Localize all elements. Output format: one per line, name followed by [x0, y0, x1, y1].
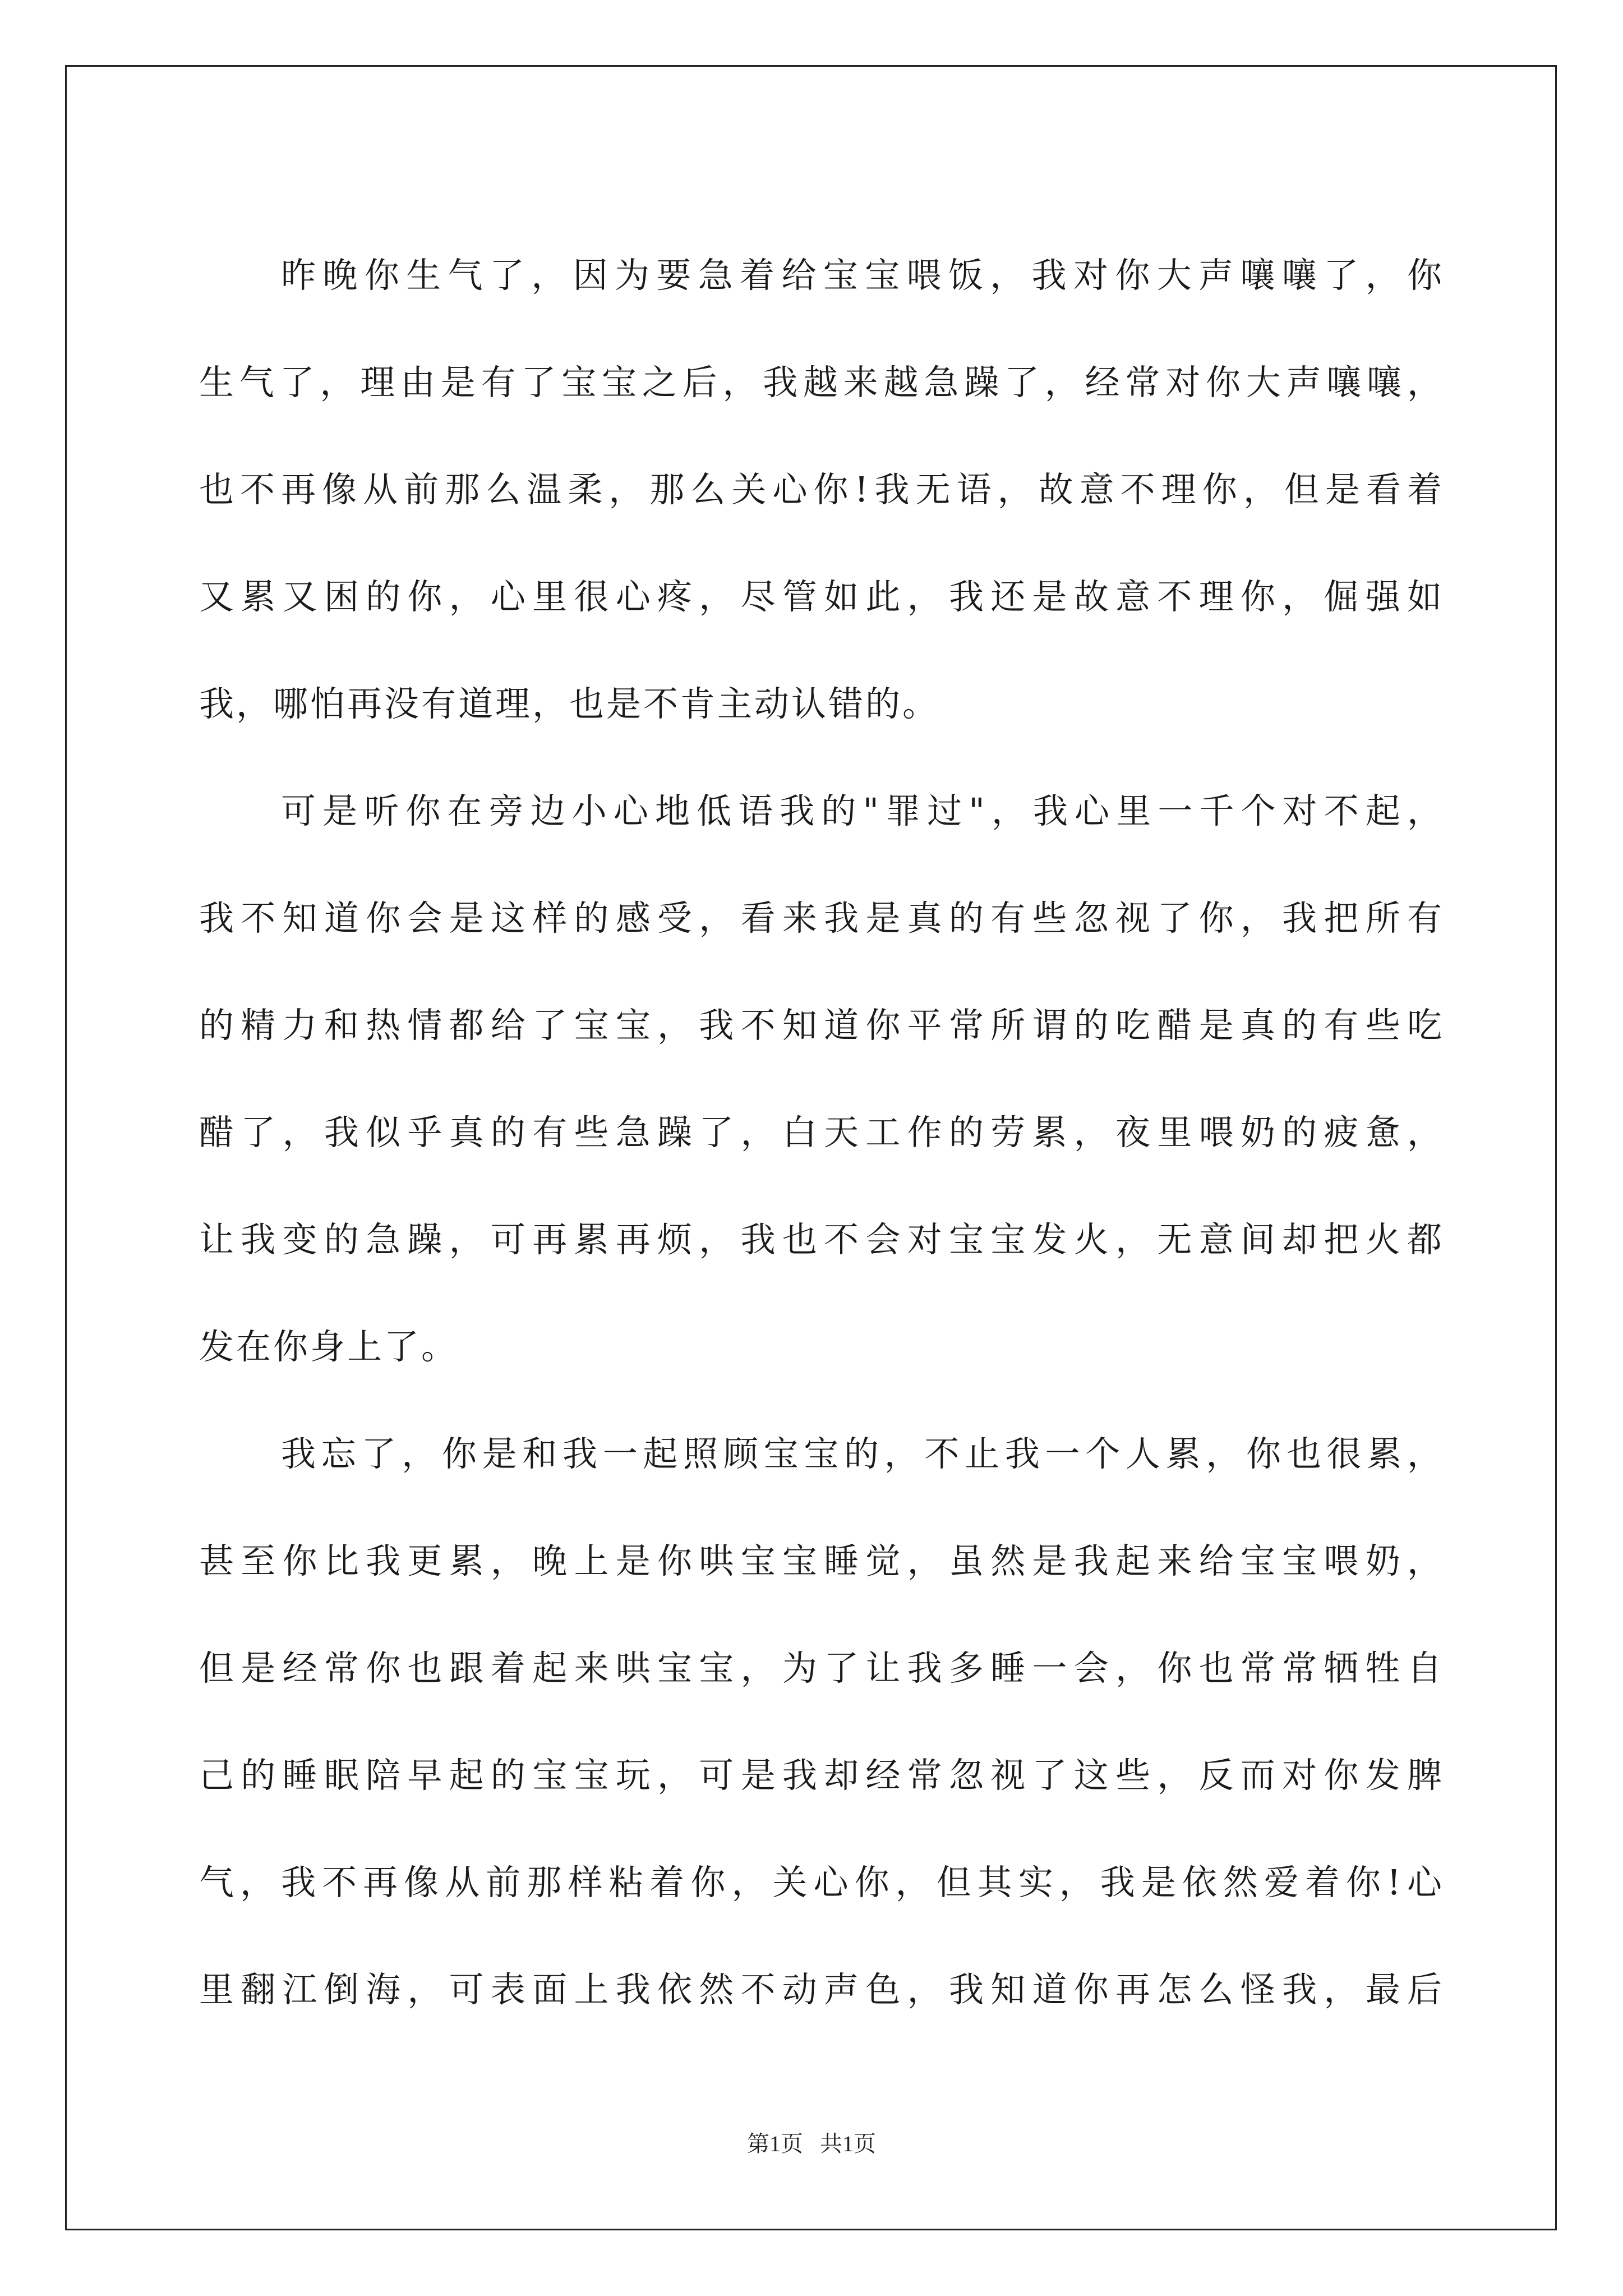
paragraph-1-line-3: 也不再像从前那么温柔，那么关心你!我无语，故意不理你，但是看着 — [199, 469, 1444, 510]
page-number-footer: 第1页 共1页 — [747, 2131, 876, 2156]
paragraph-2-line-6: 发在你身上了。 — [199, 1326, 459, 1367]
paragraph-3-line-1: 我忘了，你是和我一起照顾宝宝的，不止我一个人累，你也很累， — [281, 1433, 1444, 1474]
document-body — [199, 222, 1444, 2043]
paragraph-1-line-4: 又累又困的你，心里很心疼，尽管如此，我还是故意不理你，倔强如 — [199, 576, 1444, 617]
paragraph-3-line-3: 但是经常你也跟着起来哄宝宝，为了让我多睡一会，你也常常牺牲自 — [199, 1648, 1444, 1688]
paragraph-1-line-2: 生气了，理由是有了宝宝之后，我越来越急躁了，经常对你大声嚷嚷， — [199, 362, 1444, 403]
paragraph-1-line-5: 我，哪怕再没有道理，也是不肯主动认错的。 — [199, 683, 940, 724]
paragraph-3-line-5: 气，我不再像从前那样粘着你，关心你，但其实，我是依然爱着你!心 — [199, 1862, 1444, 1903]
paragraph-2-line-3: 的精力和热情都给了宝宝，我不知道你平常所谓的吃醋是真的有些吃 — [199, 1005, 1444, 1046]
paragraph-2-line-5: 让我变的急躁，可再累再烦，我也不会对宝宝发火，无意间却把火都 — [199, 1219, 1444, 1260]
paragraph-2-line-1: 可是听你在旁边小心地低语我的"罪过"，我心里一千个对不起， — [281, 790, 1444, 831]
paragraph-3-line-2: 甚至你比我更累，晚上是你哄宝宝睡觉，虽然是我起来给宝宝喂奶， — [199, 1540, 1444, 1581]
paragraph-2-line-4: 醋了，我似乎真的有些急躁了，白天工作的劳累，夜里喂奶的疲惫， — [199, 1112, 1444, 1153]
paragraph-3-line-6: 里翻江倒海，可表面上我依然不动声色，我知道你再怎么怪我，最后 — [199, 1969, 1444, 2010]
paragraph-2-line-2: 我不知道你会是这样的感受，看来我是真的有些忽视了你，我把所有 — [199, 898, 1444, 938]
paragraph-3-line-4: 己的睡眠陪早起的宝宝玩，可是我却经常忽视了这些，反而对你发脾 — [199, 1755, 1444, 1796]
paragraph-1-line-1: 昨晚你生气了，因为要急着给宝宝喂饭，我对你大声嚷嚷了，你 — [281, 255, 1444, 296]
